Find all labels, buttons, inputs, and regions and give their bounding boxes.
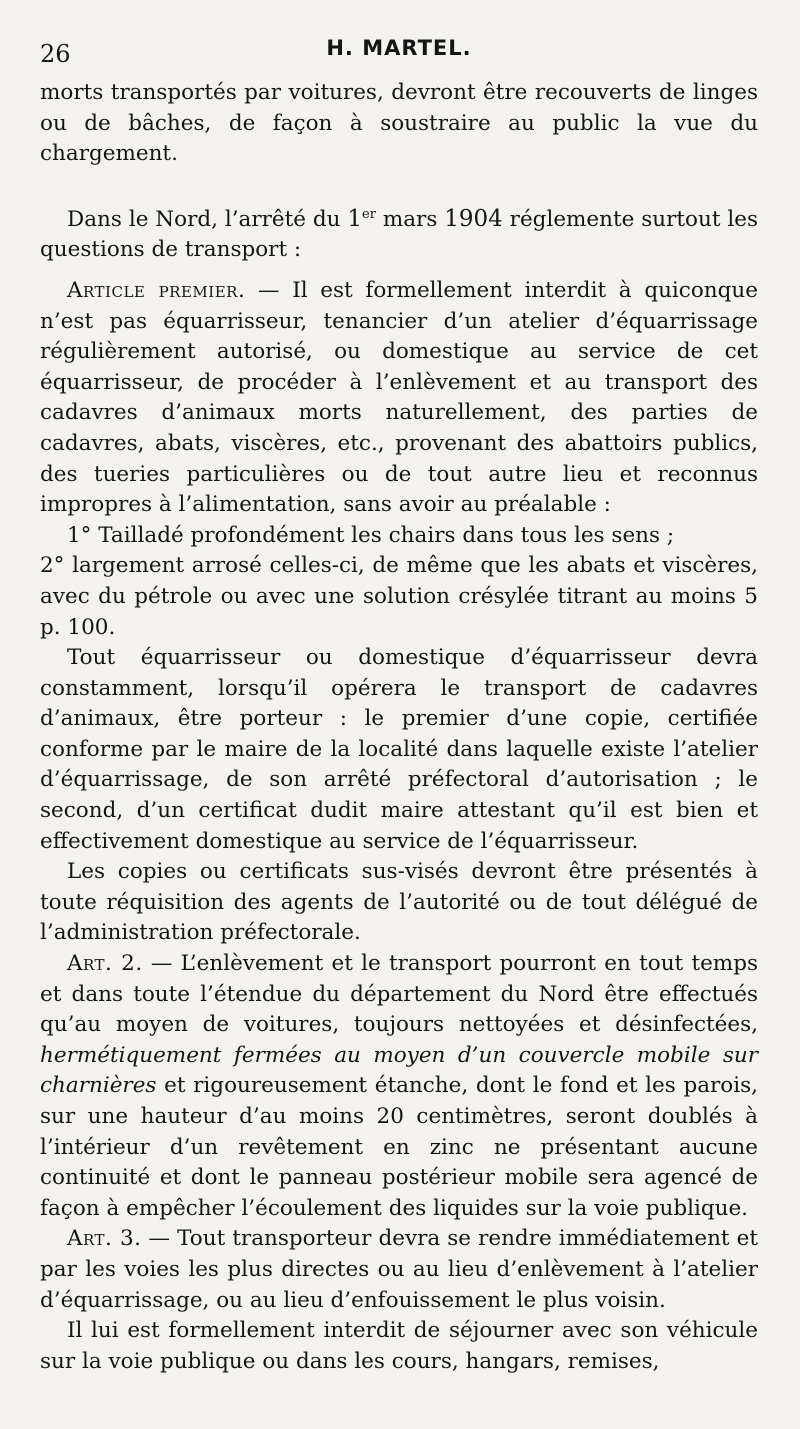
page-number: 26 — [40, 40, 71, 68]
paragraph-final: Il lui est formellement interdit de séjourner avec son véhicule sur la voie publique ou dans les cours, hangars, remises, — [40, 1318, 758, 1374]
article-label: Art. 2. — [67, 951, 143, 977]
paragraph-continuation: morts transportés par voitures, devront être recouverts de linges ou de bâches, de façon à soustraire au public la vue du chargement. — [40, 80, 758, 167]
article-3: Art. 3. — Tout transporteur devra se rendre immédiatement et par les voies les plus directes ou au lieu d’enlèvement à l’atelier d’équarrissage, ou au lieu d’enfouissement le plus voisin. — [40, 1226, 758, 1313]
page-header — [40, 0, 758, 78]
article-premier: Article premier. — Il est formellement interdit à quiconque n’est pas équarrisseur, tenancier d’un atelier d’équarrissage régulièrement autorisé, ou domestique au service de cet équarrisseur, de procéder à l’enlèvement et au transport des cadavres d’animaux morts naturellement, des parties de cadavres, abats, viscères, etc., provenant des abattoirs publics, des tueries particulières ou de tout autre lieu et reconnus impropres à l’alimentation, sans avoir au préalable : — [40, 277, 758, 518]
running-head: H. MARTEL. — [326, 36, 472, 60]
article-label: Article premier. — [67, 277, 246, 303]
article-2: Art. 2. — L’enlèvement et le transport pourront en tout temps et dans toute l’étendue du département du Nord être effectués qu’au moyen de voitures, toujours nettoyées et désinfectées, hermétiquement fermées au moyen d’un couvercle mobile sur charnières et rigoureusement étanche, dont le fond et les parois, sur une hauteur d’au moins 20 centimètres, seront doublés à l’intérieur d’un revêtement en zinc ne présentant aucune continuité et dont le panneau postérieur mobile sera agencé de façon à empêcher l’écoulement des liquides sur la voie publique. — [40, 951, 758, 1221]
italic-phrase: hermétiquement fermées au moyen d’un couvercle mobile sur charnières — [40, 1042, 758, 1099]
paragraph-equarrisseur: Tout équarrisseur ou domestique d’équarrisseur devra constamment, lorsqu’il opérera le transport de cadavres d’animaux, être porteur : le premier d’une copie, certifiée conforme par le maire de la localité dans laquelle existe l’atelier d’équarrissage, de son arrêté préfectoral d’autorisation ; le second, d’un certificat dudit maire attestant qu’il est bien et effectivement domestique au service de l’équarrisseur. — [40, 645, 758, 854]
paragraph-copies: Les copies ou certificats sus-visés devront être présentés à toute réquisition des agents de l’autorité ou de tout délégué de l’administration préfectorale. — [40, 859, 758, 946]
body-text — [40, 78, 758, 1377]
article-label: Art. 3. — [67, 1226, 142, 1252]
list-item: 1° Tailladé profondément les chairs dans tous les sens ; — [67, 522, 675, 548]
list-item: 2° largement arrosé celles-ci, de même que les abats et viscères, avec du pétrole ou avec une solution crésylée titrant au moins 5 p. 100. — [40, 553, 758, 640]
paragraph-nord-intro: Dans le Nord, l’arrêté du 1er mars 1904 réglemente surtout les questions de transport : — [40, 205, 759, 263]
